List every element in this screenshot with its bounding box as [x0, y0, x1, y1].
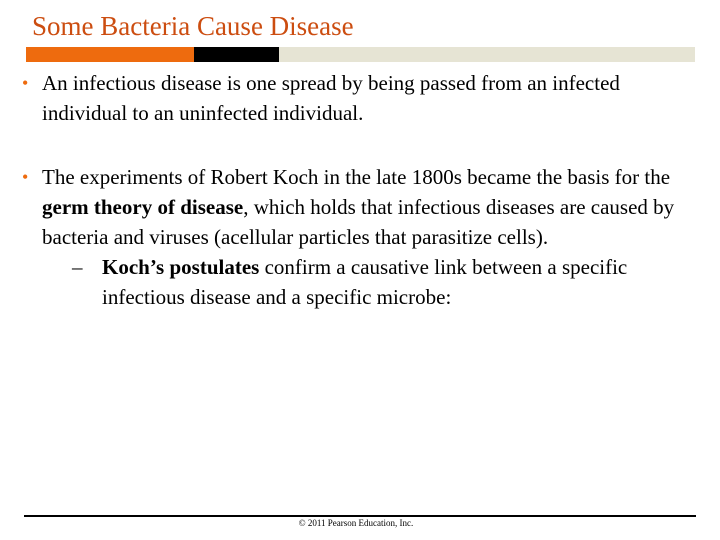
footer-copyright: © 2011 Pearson Education, Inc. — [298, 518, 414, 528]
bullet-dot-icon: • — [22, 73, 29, 93]
bullet-robert-koch — [22, 162, 702, 312]
sub-bullet-bold-term: Koch’s postulates — [102, 255, 260, 279]
slide-content — [22, 68, 702, 312]
sub-bullet-dash-icon: – — [72, 255, 83, 279]
slide-title: Some Bacteria Cause Disease — [32, 11, 354, 41]
title-bar-gray-segment — [279, 47, 695, 62]
sub-bullet-text: confirm a causative link between a specific infectious disease and a specific microbe: — [102, 255, 628, 309]
bullet-infectious-disease — [22, 68, 702, 128]
bullet-bold-term: germ theory of disease — [42, 195, 244, 219]
title-bar-black-segment — [194, 47, 279, 62]
bullet-text-part2: , which holds that infectious diseases are caused by bacteria and viruses (acellular particles that parasitize cells). — [42, 195, 675, 249]
bullet-dot-icon: • — [22, 167, 29, 187]
title-bar-orange-segment — [26, 47, 194, 62]
title-underline-bar — [26, 47, 695, 62]
bullet-text: An infectious disease is one spread by being passed from an infected individual to an uninfected individual. — [42, 71, 620, 125]
sub-bullet-koch-postulates — [62, 252, 702, 312]
bullet-text-part1: The experiments of Robert Koch in the late 1800s became the basis for the — [42, 165, 671, 189]
